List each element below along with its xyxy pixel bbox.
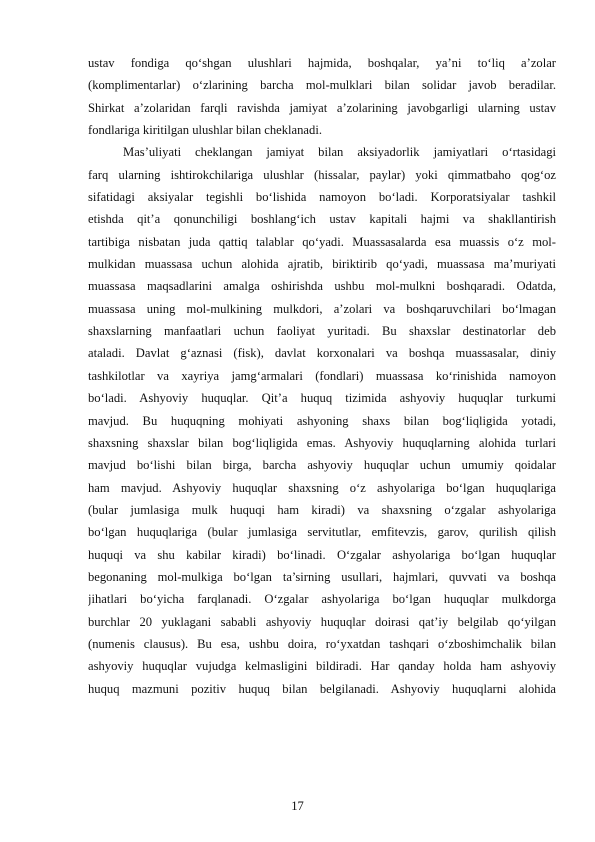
page-number: 17 xyxy=(291,799,304,813)
body-text xyxy=(88,52,556,700)
text-line: (numenis clausus). Bu esa, ushbu doira, ro‘yxatdan tashqari o‘zboshimchalik bilan xyxy=(88,636,556,651)
text-line: sifatidagi aksiyalar tegishli bo‘lishida namoyon bo‘ladi. Korporatsiyalar tashkil xyxy=(88,190,556,205)
text-line: shaxslarning manfaatlari uchun faoliyat yuritadi. Bu shaxslar destinatorlar deb xyxy=(88,324,556,339)
text-line: ataladi. Davlat g‘aznasi (fisk), davlat korxonalari va boshqa muassasalar, diniy xyxy=(88,346,556,361)
text-line: ustav fondiga qo‘shgan ulushlari hajmida, boshqalar, ya’ni to‘liq a’zolar xyxy=(88,56,556,70)
text-line: bo‘lgan huquqlariga (bular jumlasiga servitutlar, emfitevzis, garov, qurilish qilish xyxy=(88,525,556,540)
text-line: farq ularning ishtirokchilariga ulushlar (hissalar, paylar) yoki qimmatbaho qog‘oz xyxy=(88,167,556,182)
text-line: huquqi va shu kabilar kiradi) bo‘linadi. O‘zgalar ashyolariga bo‘lgan huquqlar xyxy=(88,547,556,562)
text-line: mulkidan muassasa uchun alohida ajratib, biriktirib qo‘yadi, muassasa ma’muriyati xyxy=(88,257,556,272)
text-line: tashkilotlar va xayriya jamg‘armalari (fondlari) muassasa ko‘rinishida namoyon xyxy=(88,368,556,383)
text-line: (bular jumlasiga mulk huquqi ham kiradi) va shaxsning o‘zgalar ashyolariga xyxy=(88,502,556,517)
text-line: ashyoviy huquqlar vujudga kelmasligini bildiradi. Har qanday holda ham ashyoviy xyxy=(88,659,556,674)
text-line: shaxsning shaxslar bilan bog‘liqligida emas. Ashyoviy huquqlarning alohida turlari xyxy=(88,435,556,450)
text-line: muassasa uning mol-mulkining mulkdori, a’zolari va boshqaruvchilari bo‘lmagan xyxy=(88,301,556,316)
text-line: fondlariga kiritilgan ulushlar bilan cheklanadi. xyxy=(88,123,322,138)
text-line: bo‘ladi. Ashyoviy huquqlar. Qit’a huquq tizimida ashyoviy huquqlar turkumi xyxy=(88,391,556,406)
text-line: muassasa maqsadlarini amalga oshirishda ushbu mol-mulkni boshqaradi. Odatda, xyxy=(88,279,556,294)
text-line: mavjud. Bu huquqning mohiyati ashyoning shaxs bilan bog‘liqligida yotadi, xyxy=(88,413,556,428)
text-line: Shirkat a’zolaridan farqli ravishda jamiyat a’zolarining javobgarligi ularning ustav xyxy=(88,100,556,115)
text-line: begonaning mol-mulkiga bo‘lgan ta’sirning usullari, hajmlari, quvvati va boshqa xyxy=(88,569,556,584)
text-line: huquq mazmuni pozitiv huquq bilan belgilanadi. Ashyoviy huquqlarni alohida xyxy=(88,681,556,696)
text-line: mavjud bo‘lishi bilan birga, barcha ashyoviy huquqlar uchun umumiy qoidalar xyxy=(88,458,556,473)
text-line: tartibiga nisbatan juda qattiq talablar qo‘yadi. Muassasalarda esa muassis o‘z mol- xyxy=(88,234,556,249)
text-line: burchlar 20 yuklagani sababli ashyoviy huquqlar doirasi qat’iy belgilab qo‘yilgan xyxy=(88,614,556,629)
text-line: Mas’uliyati cheklangan jamiyat bilan aksiyadorlik jamiyatlari o‘rtasidagi xyxy=(123,145,556,160)
text-line: etishda qit’a qonunchiligi boshlang‘ich ustav kapitali hajmi va shakllantirish xyxy=(88,212,556,227)
text-line: jihatlari bo‘yicha farqlanadi. O‘zgalar ashyolariga bo‘lgan huquqlar mulkdorga xyxy=(88,592,556,607)
text-line: (komplimentarlar) o‘zlarining barcha mol-mulklari bilan solidar javob beradilar. xyxy=(88,78,556,93)
text-line: ham mavjud. Ashyoviy huquqlar shaxsning o‘z ashyolariga bo‘lgan huquqlariga xyxy=(88,480,556,495)
